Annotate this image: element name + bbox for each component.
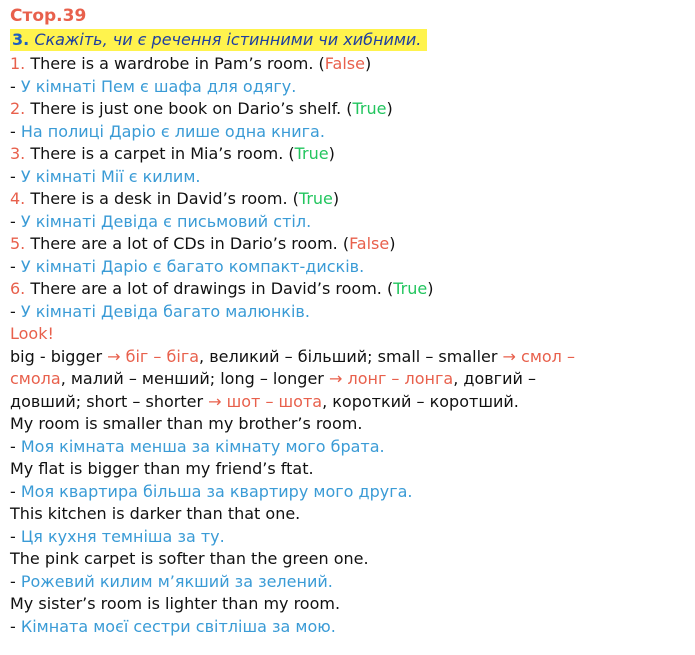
verdict-label: False [324,54,365,73]
statement-line: 1. There is a wardrobe in Pam’s room. (False) [10,54,372,73]
statement-text: There is a wardrobe in Pam’s room. ( [30,54,325,73]
transcription: → біг – біга [107,346,200,366]
verdict-label: True [393,279,428,298]
example-sentence: This kitchen is darker than that one. [10,504,301,523]
page-number: Стор.39 [10,6,87,26]
statement-line: 2. There is just one book on Dario’s shelf. (True) [10,99,393,118]
verdict-label: True [294,144,329,163]
statement-text: There are a lot of CDs in Dario’s room. ( [30,234,350,253]
example-translation: Моя квартира більша за квартиру мого друга. [20,481,413,501]
translation-line: - У кімнаті Девіда є письмовий стіл. [10,211,312,231]
transcription: → смол – [502,346,575,366]
example-translation: Моя кімната менша за кімнату мого брата. [20,436,385,456]
translation-line: - У кімнаті Даріо є багато компакт-дисків. [10,256,365,276]
statement-number: 3. [10,144,26,163]
example-sentence: My room is smaller than my brother’s room. [10,414,363,433]
page [10,0,691,638]
translation-line: - На полиці Даріо є лише одна книга. [10,121,325,141]
statement-number: 5. [10,234,26,253]
verdict-label: True [298,189,333,208]
example-translation: Рожевий килим м’якший за зелений. [20,571,333,591]
statement-text: There is a desk in David’s room. ( [30,189,299,208]
statement-line: 4. There is a desk in David’s room. (True) [10,189,340,208]
transcription: смола [10,369,61,388]
translation-text: У кімнаті Мії є килим. [20,166,201,186]
example-translation-line: - Рожевий килим м’якший за зелений. [10,571,333,591]
translation-text: У кімнаті Даріо є багато компакт-дисків. [20,256,365,276]
statement-number: 6. [10,279,26,298]
statement-text: There is a carpet in Mia’s room. ( [30,144,295,163]
statement-number: 4. [10,189,26,208]
translation-text: У кімнаті Пем є шафа для одягу. [20,76,297,96]
transcription: → лонг – лонга [328,369,454,388]
verdict-label: True [352,99,387,118]
translation-line: - У кімнаті Мії є килим. [10,166,201,186]
answers-list [10,53,691,323]
translation-text: На полиці Даріо є лише одна книга. [20,121,325,141]
statement-line: 5. There are a lot of CDs in Dario’s room. (False) [10,234,396,253]
translation-line: - У кімнаті Пем є шафа для одягу. [10,76,297,96]
example-translation-line: - Кімната моєї сестри світліша за мою. [10,616,336,636]
statement-text: There is just one book on Dario’s shelf. ( [30,99,353,118]
example-sentence: The pink carpet is softer than the green one. [10,549,369,568]
statement-text: There are a lot of drawings in David’s room. ( [30,279,394,298]
example-translation-line: - Моя квартира більша за квартиру мого друга. [10,481,413,501]
example-sentence: My sister’s room is lighter than my room. [10,594,341,613]
example-translation: Ця кухня темніша за ту. [20,526,225,546]
task-number: 3. [12,30,30,49]
task-instruction: Скажіть, чи є речення істинними чи хибними. [34,30,422,49]
verdict-label: False [349,234,390,253]
translation-text: У кімнаті Девіда є письмовий стіл. [20,211,312,231]
statement-number: 1. [10,54,26,73]
examples-list [10,413,691,638]
translation-text: У кімнаті Девіда багато малюнків. [20,301,310,321]
look-line-2: смола, малий – менший; long – longer → лонг – лонга, довгий – [10,369,536,388]
statement-number: 2. [10,99,26,118]
statement-line: 6. There are a lot of drawings in David’s room. (True) [10,279,434,298]
statement-line: 3. There is a carpet in Mia’s room. (True) [10,144,335,163]
example-translation-line: - Ця кухня темніша за ту. [10,526,225,546]
look-line-1: big - bigger → біг – біга, великий – більший; small – smaller → смол – [10,346,575,366]
task-heading [10,29,427,51]
example-sentence: My flat is bigger than my friend’s ftat. [10,459,314,478]
look-heading: Look! [10,324,54,343]
transcription: → шот – шота [208,391,323,411]
look-line-3: довший; short – shorter → шот – шота, короткий – коротший. [10,391,519,411]
example-translation-line: - Моя кімната менша за кімнату мого брата. [10,436,385,456]
translation-line: - У кімнаті Девіда багато малюнків. [10,301,310,321]
example-translation: Кімната моєї сестри світліша за мою. [20,616,336,636]
